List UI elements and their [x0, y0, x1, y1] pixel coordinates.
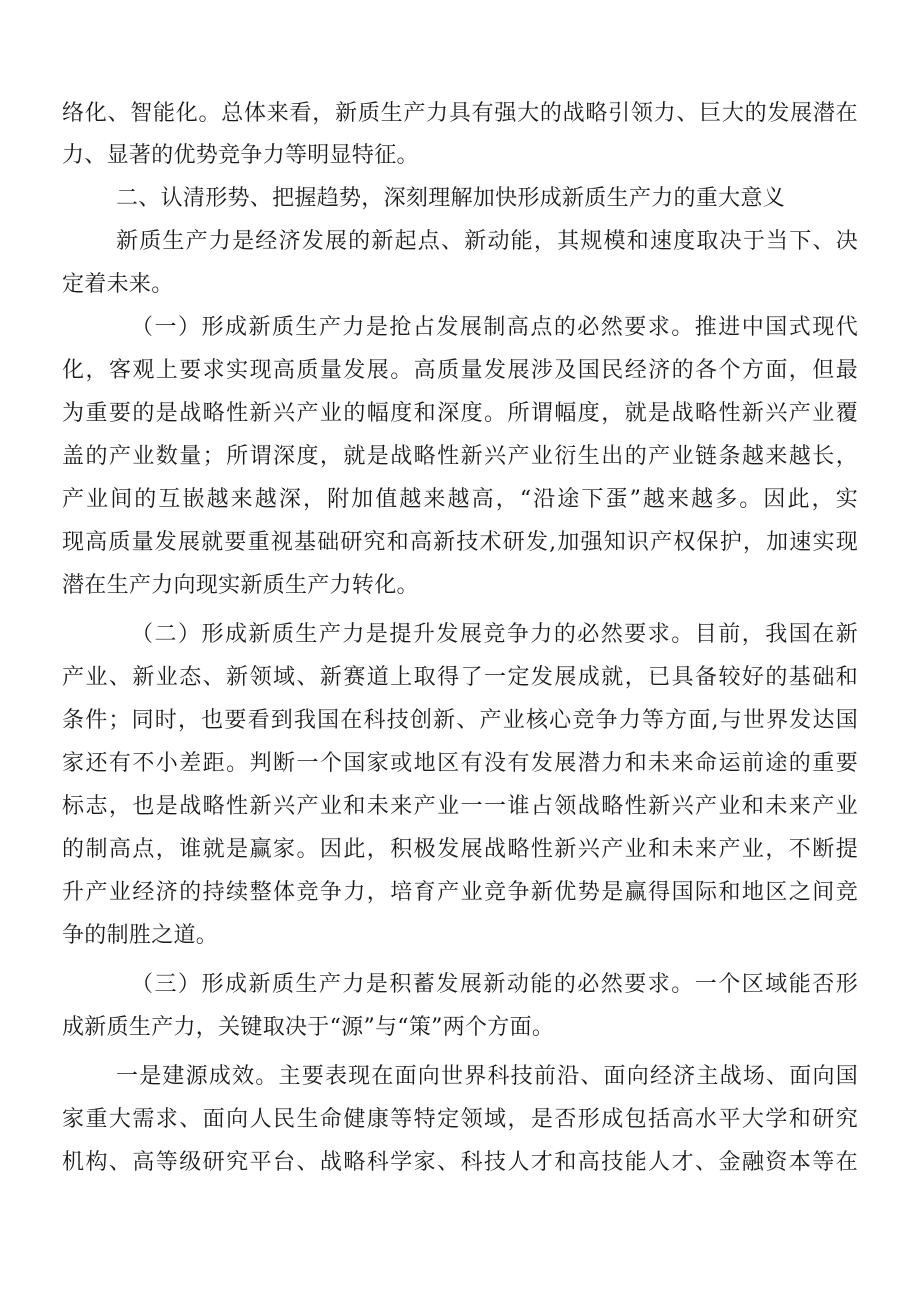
paragraph-line: 为重要的是战略性新兴产业的幅度和深度。所谓幅度，就是战略性新兴产业覆 — [62, 401, 858, 426]
paragraph-line: 产业间的互嵌越来越深，附加值越来越高，“沿途下蛋”越来越多。因此，实 — [62, 487, 858, 512]
paragraph-line: 盖的产业数量；所谓深度，就是战略性新兴产业衍生出的产业链条越来越长， — [62, 444, 858, 469]
paragraph-line: 力、显著的优势竞争力等明显特征。 — [62, 143, 419, 168]
paragraph-line: 定着未来。 — [62, 272, 174, 297]
paragraph-line: 产业、新业态、新领域、新赛道上取得了一定发展成就，已具备较好的基础和 — [62, 665, 858, 690]
paragraph-line: 络化、智能化。总体来看，新质生产力具有强大的战略引领力、巨大的发展潜在 — [62, 101, 858, 126]
paragraph-line: 的制高点，谁就是赢家。因此，积极发展战略性新兴产业和未来产业，不断提 — [62, 837, 858, 862]
paragraph-line: 家重大需求、面向人民生命健康等特定领域，是否形成包括高水平大学和研究 — [62, 1107, 858, 1132]
paragraph-line: （一）形成新质生产力是抢占发展制高点的必然要求。推进中国式现代 — [131, 315, 858, 340]
paragraph-line: 化，客观上要求实现高质量发展。高质量发展涉及国民经济的各个方面，但最 — [62, 358, 858, 383]
paragraph-line: 潜在生产力向现实新质生产力转化。 — [62, 573, 419, 598]
paragraph-line: 条件；同时，也要看到我国在科技创新、产业核心竞争力等方面,与世界发达国 — [62, 708, 858, 733]
paragraph-line: 新质生产力是经济发展的新起点、新动能，其规模和速度取决于当下、决 — [116, 229, 858, 254]
paragraph-line: 争的制胜之道。 — [62, 923, 219, 948]
paragraph-line: 标志，也是战略性新兴产业和未来产业一一谁占领战略性新兴产业和未来产业 — [62, 794, 858, 819]
section-heading: 二、认清形势、把握趋势，深刻理解加快形成新质生产力的重大意义 — [116, 186, 786, 211]
paragraph-line: （二）形成新质生产力是提升发展竞争力的必然要求。目前，我国在新 — [131, 622, 858, 647]
paragraph-line: 机构、高等级研究平台、战略科学家、科技人才和高技能人才、金融资本等在 — [62, 1150, 858, 1175]
paragraph-line: 升产业经济的持续整体竞争力，培育产业竞争新优势是赢得国际和地区之间竞 — [62, 880, 858, 905]
paragraph-line: 现高质量发展就要重视基础研究和高新技术研发,加强知识产权保护，加速实现 — [62, 530, 858, 555]
paragraph-line: 一是建源成效。主要表现在面向世界科技前沿、面向经济主战场、面向国 — [116, 1064, 858, 1089]
paragraph-line: 家还有不小差距。判断一个国家或地区有没有发展潜力和未来命运前途的重要 — [62, 751, 858, 776]
paragraph-line: （三）形成新质生产力是积蓄发展新动能的必然要求。一个区域能否形 — [131, 972, 858, 997]
paragraph-line: 成新质生产力，关键取决于“源”与“策”两个方面。 — [62, 1015, 555, 1040]
